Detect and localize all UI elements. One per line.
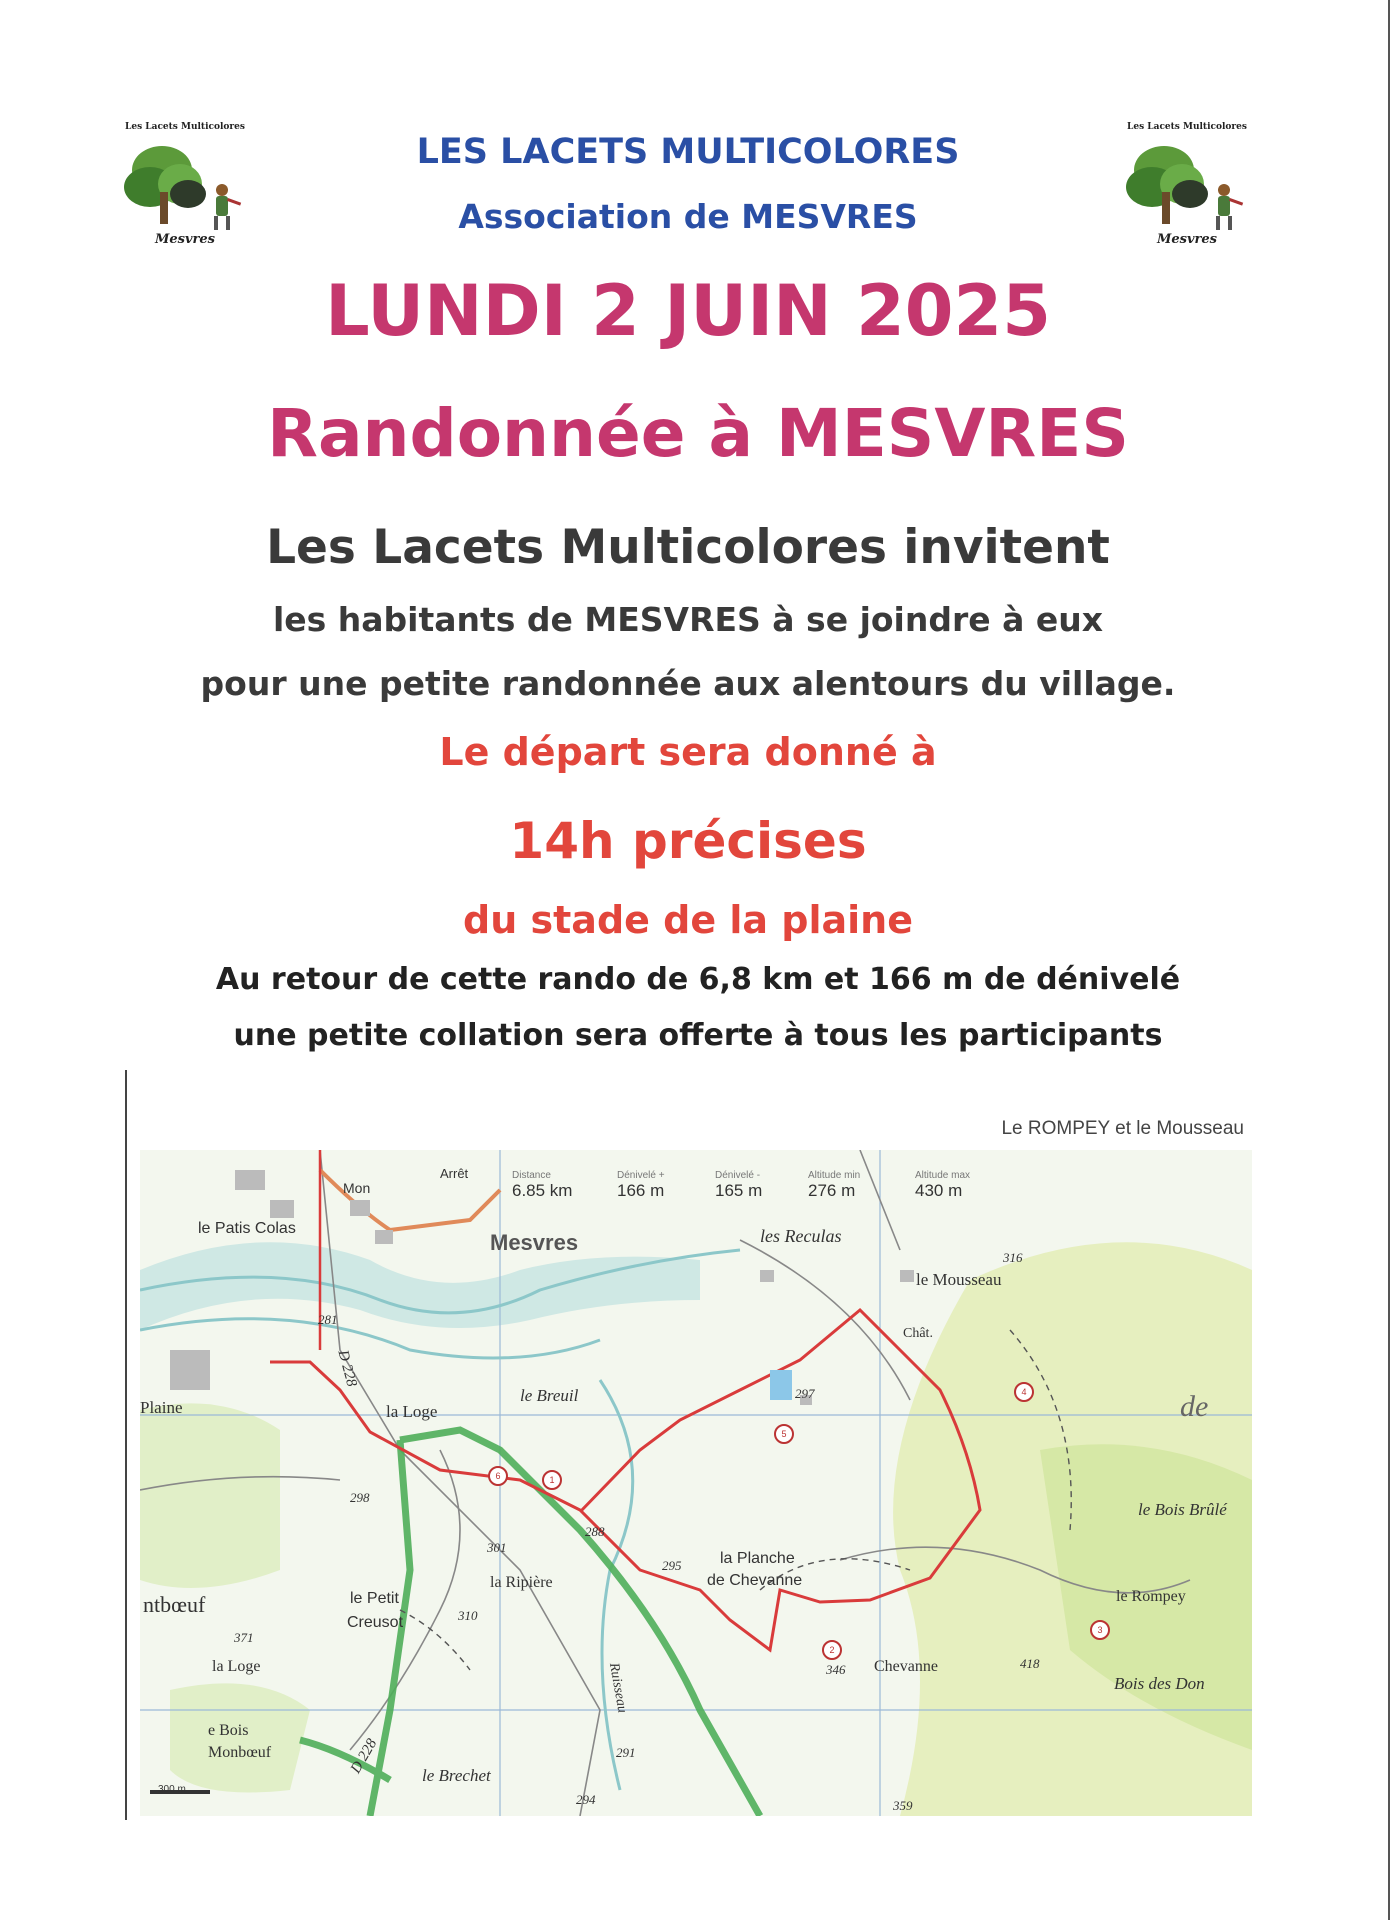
depart-time: 14h précises (509, 812, 867, 870)
map-label-chat: Chât. (903, 1326, 933, 1341)
depart-place: du stade de la plaine (463, 898, 913, 942)
stat-alt-max: Altitude max 430 m (915, 1170, 971, 1200)
org-subtitle: Association de MESVRES (458, 197, 918, 236)
map-label-bois-don: Bois des Don (1114, 1674, 1205, 1693)
map-label-d228-a: D 228 (334, 1348, 360, 1389)
page-edge (1388, 0, 1390, 1920)
elev-297: 297 (795, 1386, 815, 1401)
map-label-petit-1: le Petit (350, 1590, 399, 1607)
elev-281: 281 (318, 1312, 338, 1327)
org-name: LES LACETS MULTICOLORES (416, 132, 960, 172)
map-label-breuil: le Breuil (520, 1386, 579, 1405)
elev-371: 371 (234, 1630, 254, 1645)
logo-footer: Mesvres (1157, 232, 1217, 247)
elev-291: 291 (616, 1745, 636, 1760)
elev-310: 310 (458, 1608, 478, 1623)
elev-346: 346 (826, 1662, 846, 1677)
stat-alt-min: Altitude min 276 m (808, 1170, 861, 1200)
waypoint-1: 1 (542, 1470, 562, 1490)
retour-line-2: une petite collation sera offerte à tous les participants (233, 1018, 1163, 1053)
depart-line: Le départ sera donné à (439, 730, 937, 774)
map-label-mesvres: Mesvres (490, 1230, 579, 1255)
stat-distance: Distance 6.85 km (512, 1170, 573, 1200)
map-label-de: de (1180, 1390, 1209, 1423)
map-label-bois-brule: le Bois Brûlé (1138, 1500, 1227, 1519)
elev-294: 294 (576, 1792, 596, 1807)
invite-line-1: les habitants de MESVRES à se joindre à eux (272, 600, 1104, 639)
map-label-rompey: le Rompey (1116, 1588, 1186, 1605)
stat-elev-loss: Dénivelé - 165 m (715, 1170, 763, 1200)
map-label-reculas: les Reculas (760, 1226, 842, 1246)
stat-elev-gain: Dénivelé + 166 m (617, 1170, 665, 1200)
map-label-patis: le Patis Colas (198, 1220, 296, 1237)
map-caption: Le ROMPEY et le Mousseau (1001, 1118, 1244, 1139)
map-label-chevanne: Chevanne (874, 1658, 938, 1675)
invite-line-2: pour une petite randonnée aux alentours du village. (200, 664, 1176, 703)
map-label-petit-2: Creusot (347, 1614, 404, 1631)
map-label-loge: la Loge (386, 1402, 438, 1421)
elev-298: 298 (350, 1490, 370, 1505)
map-label-ripiere: la Ripière (490, 1574, 553, 1591)
logo-footer: Mesvres (155, 232, 215, 247)
logo-caption: Les Lacets Multicolores (125, 122, 245, 132)
event-date: LUNDI 2 JUIN 2025 (325, 270, 1051, 352)
map-label-brechet: le Brechet (422, 1766, 491, 1785)
map-label-bois-1: e Bois (208, 1722, 249, 1739)
map-label-arret: Arrêt (440, 1166, 469, 1181)
map-label-d228-b: D 228 (347, 1736, 381, 1777)
elev-288: 288 (585, 1524, 605, 1539)
waypoint-6: 6 (488, 1466, 508, 1486)
waypoint-5: 5 (774, 1424, 794, 1444)
retour-line-1: Au retour de cette rando de 6,8 km et 166 m de dénivelé (215, 962, 1181, 997)
map-label-plaine: Plaine (140, 1398, 183, 1417)
route-map (140, 1150, 1252, 1816)
map-label-loge-2: la Loge (212, 1658, 261, 1675)
waypoint-3: 3 (1090, 1620, 1110, 1640)
map-left-border (125, 1070, 127, 1820)
logo-caption: Les Lacets Multicolores (1127, 122, 1247, 132)
map-label-scale: 300 m (158, 1784, 186, 1795)
map-label-planche-1: la Planche (720, 1550, 795, 1567)
event-title: Randonnée à MESVRES (267, 395, 1129, 472)
elev-418: 418 (1020, 1656, 1040, 1671)
map-label-bois-2: Monbœuf (208, 1744, 272, 1761)
map-label-mousseau: le Mousseau (916, 1270, 1002, 1289)
map-label-planche-2: de Chevanne (707, 1572, 803, 1589)
waypoint-2: 2 (822, 1640, 842, 1660)
elev-301: 301 (487, 1540, 507, 1555)
elev-295: 295 (662, 1558, 682, 1573)
elev-316: 316 (1003, 1250, 1023, 1265)
elev-359: 359 (893, 1798, 913, 1813)
invite-heading: Les Lacets Multicolores invitent (266, 520, 1110, 575)
map-label-ruisseau: Ruisseau (605, 1661, 630, 1715)
map-label-ntboeuf: ntbœuf (143, 1592, 206, 1617)
waypoint-4: 4 (1014, 1382, 1034, 1402)
map-label-mon: Mon (343, 1180, 371, 1196)
